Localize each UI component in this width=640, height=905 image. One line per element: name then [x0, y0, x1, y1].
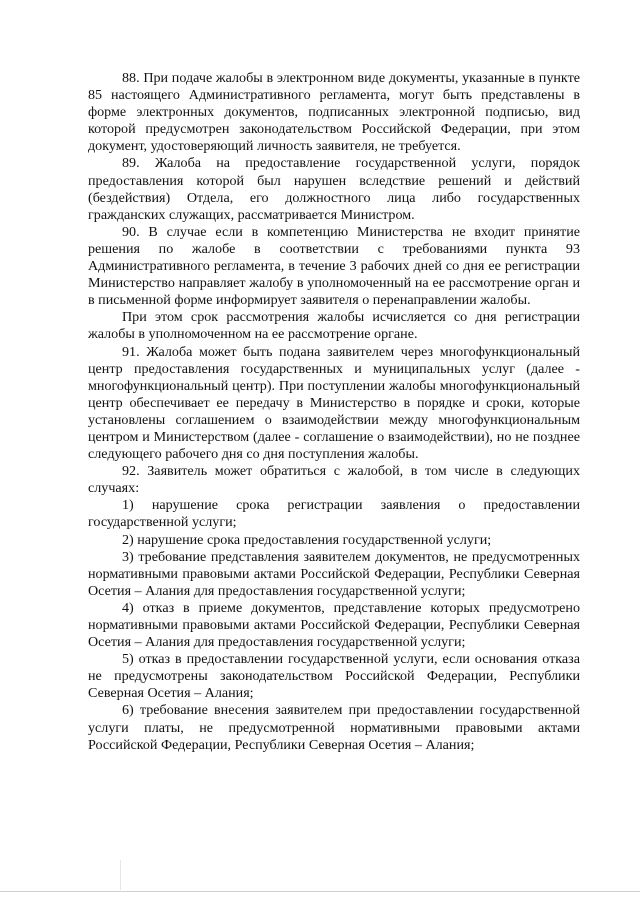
case-item-1: 1) нарушение срока регистрации заявления о предоставлении государственной услуги;: [88, 497, 580, 531]
paragraph-90-note: При этом срок рассмотрения жалобы исчисляется со дня регистрации жалобы в уполномоченном на ее рассмотрение органе.: [88, 309, 580, 343]
scan-artifact-line: [120, 860, 121, 890]
case-item-6: 6) требование внесения заявителем при предоставлении государственной услуги платы, не предусмотренной нормативными правовыми актами Российской Федерации, Республики Северная Осетия – Алания;: [88, 702, 580, 753]
case-item-2: 2) нарушение срока предоставления государственной услуги;: [122, 531, 492, 548]
case-item-5: 5) отказ в предоставлении государственной услуги, если основания отказа не предусмотрены законодательством Российской Федерации, Республики Северная Осетия – Алания;: [88, 651, 580, 702]
case-item-4: 4) отказ в приеме документов, представление которых предусмотрено нормативными правовыми актами Российской Федерации, Республики Северная Осетия – Алания для предоставления государственной услуги;: [88, 599, 580, 651]
paragraph-89: 89. Жалоба на предоставление государственной услуги, порядок предоставления которой был нарушен вследствие решений и действий (бездействия) Отдела, его должностного лица либо государственных гражданских служащих, рассматривается Министром.: [88, 155, 580, 223]
paragraph-88: 88. При подаче жалобы в электронном виде документы, указанные в пункте 85 настоящего Административного регламента, могут быть представлены в форме электронных документов, подписанных электронной подписью, вид которой предусмотрен законодательством Российской Федерации, при этом документ, удостоверяющий личность заявителя, не требуется.: [88, 70, 580, 155]
paragraph-91: 91. Жалоба может быть подана заявителем через многофункциональный центр предоставления государственных и муниципальных услуг (далее - многофункциональный центр). При поступлении жалобы многофункциональный центр обеспечивает ее передачу в Министерство в порядке и сроки, которые установлены соглашением о взаимодействии между многофункциональным центром и Министерством (далее - соглашение о взаимодействии), но не позднее следующего рабочего дня со дня поступления жалобы.: [88, 343, 580, 463]
document-page: [88, 70, 580, 754]
paragraph-92: 92. Заявитель может обратиться с жалобой, в том числе в следующих случаях:: [88, 463, 580, 497]
paragraph-90: 90. В случае если в компетенцию Министерства не входит принятие решения по жалобе в соответствии с требованиями пункта 93 Административного регламента, в течение 3 рабочих дней со дня ее регистрации Министерство направляет жалобу в уполномоченный на ее рассмотрение орган и в письменной форме информирует заявителя о перенаправлении жалобы.: [88, 223, 580, 309]
page-bottom-edge: [0, 891, 640, 892]
case-item-3: 3) требование представления заявителем документов, не предусмотренных нормативными правовыми актами Российской Федерации, Республики Северная Осетия – Алания для предоставления государственной услуги;: [88, 548, 580, 599]
